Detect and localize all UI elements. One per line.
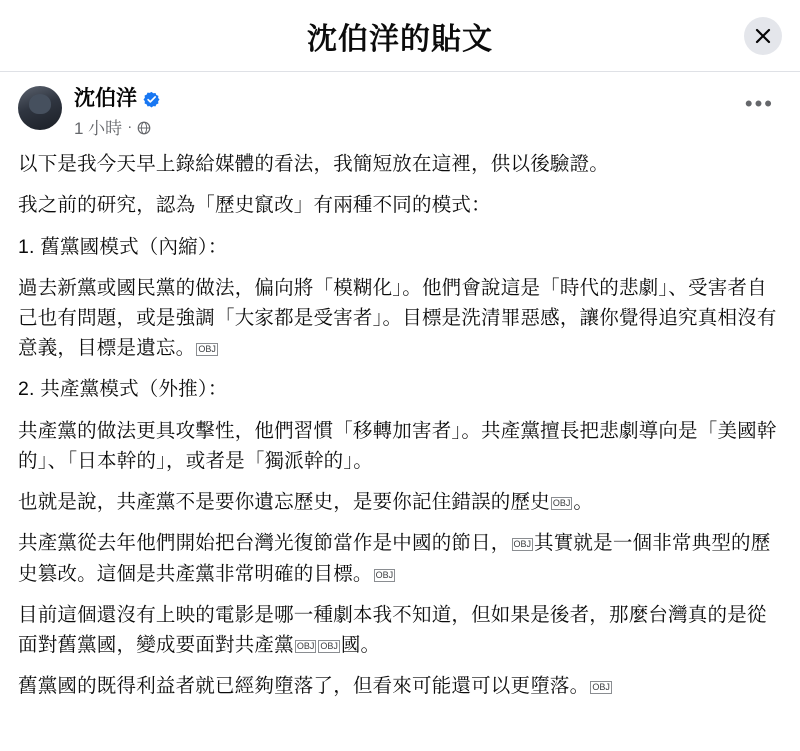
unsupported-glyph-placeholder: OBJ: [375, 569, 394, 580]
post-paragraph: [18, 273, 782, 364]
unsupported-glyph-placeholder: OBJ: [552, 498, 571, 509]
post-paragraph: 我之前的研究，認為「歷史竄改」有兩種不同的模式：: [18, 194, 491, 217]
paragraph-text: 共產黨從去年他們開始把台灣光復節當作是中國的節日，: [18, 532, 511, 555]
paragraph-text-tail: 國。: [340, 633, 381, 656]
author-name[interactable]: 沈伯洋: [74, 87, 137, 110]
unsupported-glyph-placeholder: OBJ: [296, 640, 315, 651]
post-paragraph: [18, 528, 782, 588]
post-body: [18, 149, 782, 701]
post-paragraph: 2. 共產黨模式（外推）：: [18, 378, 228, 401]
unsupported-glyph-placeholder: OBJ: [592, 682, 610, 693]
post-container: [0, 72, 800, 701]
author-block: [74, 86, 160, 139]
post-paragraph: 以下是我今天早上錄給媒體的看法，我簡短放在這裡，供以後驗證。: [18, 153, 610, 176]
paragraph-text-tail: 。: [573, 491, 594, 514]
meta-separator: ·: [127, 118, 133, 136]
unsupported-glyph-placeholder: OBJ: [513, 539, 532, 550]
paragraph-text: 目前這個還沒有上映的電影是哪一種劇本我不知道，但如果是後者，那麼台灣真的是從面對舊黨國，變成要面對共產黨: [18, 603, 767, 656]
post-paragraph: [18, 600, 782, 660]
verified-badge-icon: [143, 91, 160, 108]
author-name-row: [74, 87, 160, 111]
globe-icon[interactable]: [137, 120, 151, 134]
paragraph-text: 也就是說，共產黨不是要你遺忘歷史，是要你記住錯誤的歷史: [18, 491, 550, 514]
post-paragraph: 共產黨的做法更具攻擊性，他們習慣「移轉加害者」。共產黨擅長把悲劇導向是「美國幹的」、「日本幹的」，或者是「獨派幹的」。: [18, 419, 777, 472]
post-meta: [74, 114, 160, 139]
timestamp[interactable]: 1 小時: [74, 119, 123, 139]
post-header: [18, 86, 782, 139]
paragraph-text: 舊黨國的既得利益者就已經夠墮落了，但看來可能還可以更墮落。: [18, 675, 590, 698]
post-paragraph: 1. 舊黨國模式（內縮）：: [18, 235, 228, 258]
post-options-button[interactable]: •••: [739, 92, 780, 116]
close-icon: [754, 27, 772, 45]
close-button[interactable]: [744, 17, 782, 55]
paragraph-text-mid: 其實就是一個非常典型的歷史篡改。這個是共產黨非常明確的目標。: [18, 532, 771, 585]
paragraph-text: 過去新黨或國民黨的做法，偏向將「模糊化」。他們會說這是「時代的悲劇」、受害者自己也有問題，或是強調「大家都是受害者」。目標是洗清罪惡感，讓你覺得追究真相沒有意義，目標是遺忘。: [18, 276, 777, 360]
post-paragraph: [18, 671, 782, 701]
post-paragraph: [18, 487, 782, 517]
unsupported-glyph-placeholder: OBJ: [320, 640, 338, 651]
page-title: 沈伯洋的貼文: [307, 22, 493, 56]
unsupported-glyph-placeholder: OBJ: [198, 344, 216, 355]
modal-header: [0, 0, 800, 72]
avatar[interactable]: [18, 86, 62, 130]
